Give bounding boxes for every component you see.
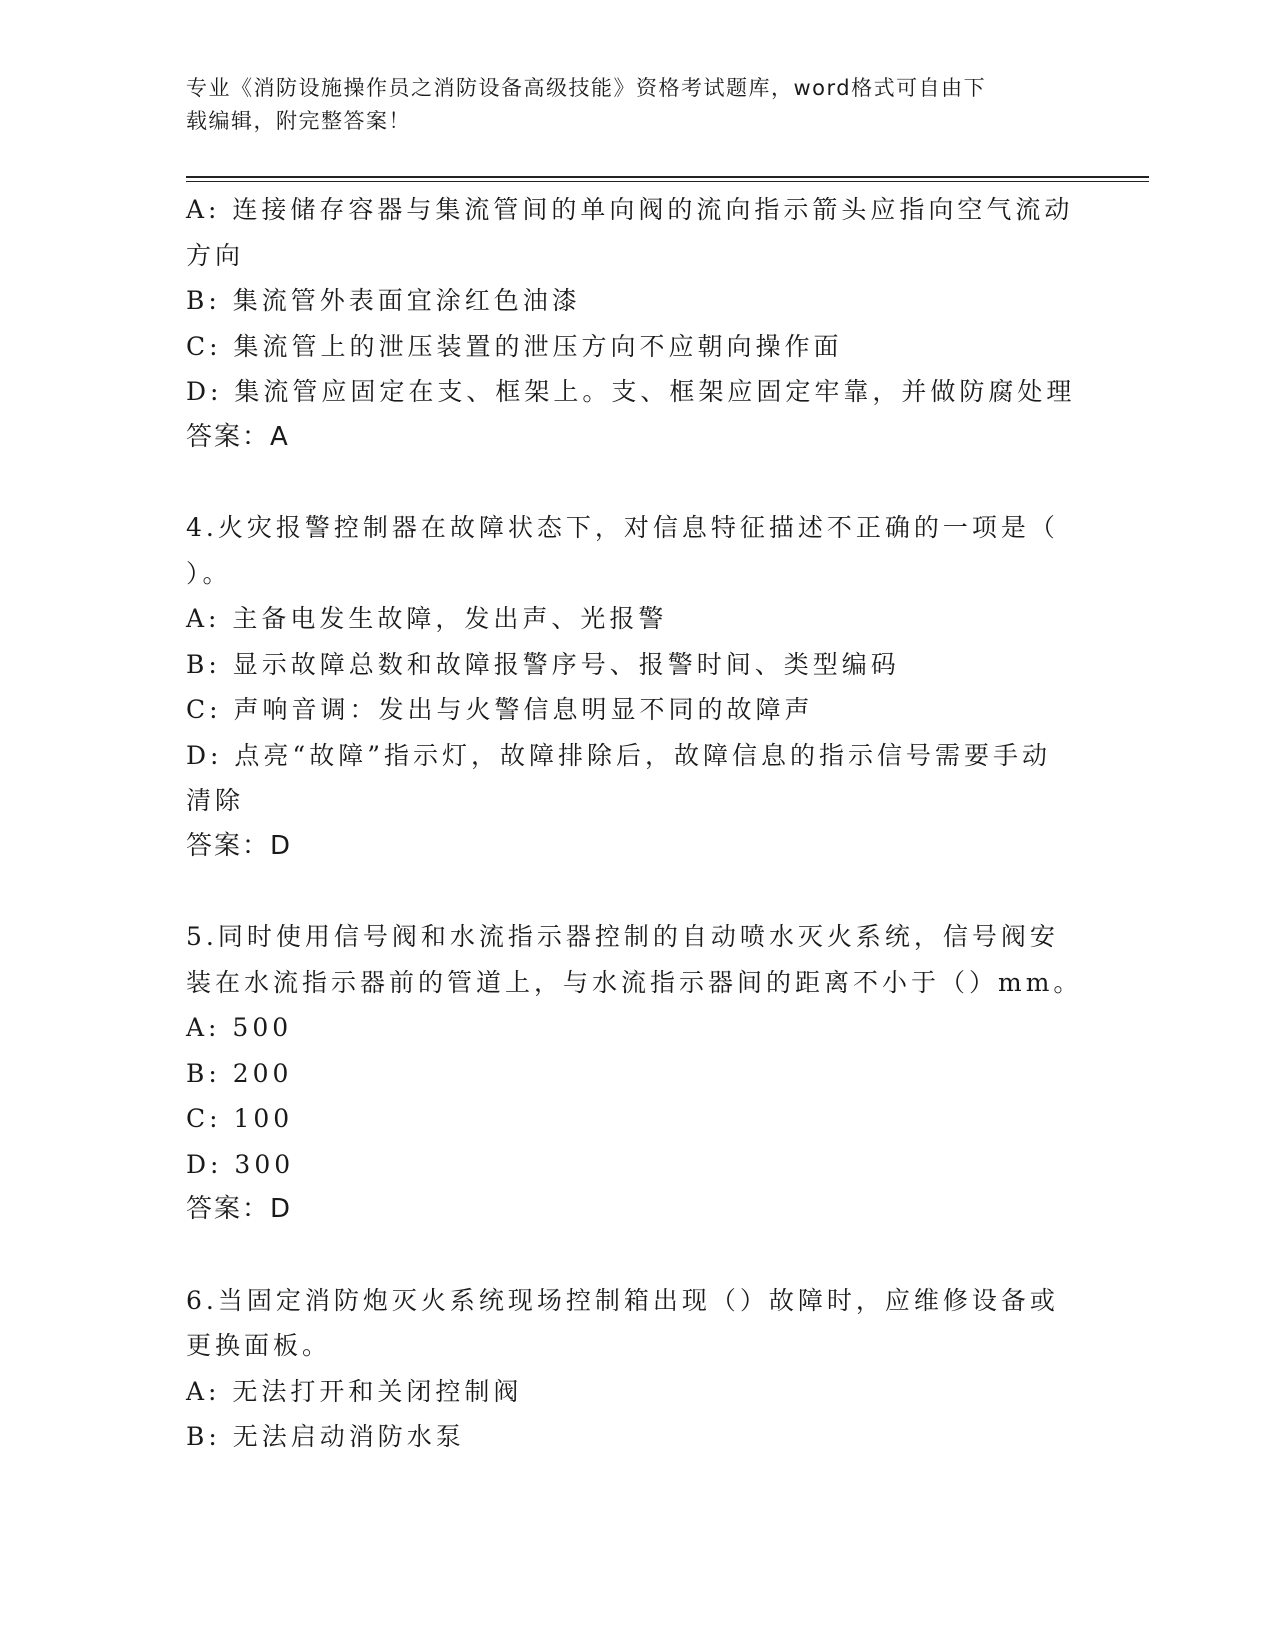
question-5 [186,914,1083,1233]
q5-option-b: B: 200 [186,1058,293,1088]
header-line-1: 专业《消防设施操作员之消防设备高级技能》资格考试题库，word格式可自由下 [186,76,987,100]
question-list [186,187,1083,1460]
q5-option-d: D: 300 [186,1149,295,1179]
q6-stem-line-1: 6.当固定消防炮灭火系统现场控制箱出现（）故障时，应维修设备或 [186,1285,1059,1315]
q4-option-d-line-2: 清除 [186,786,245,815]
header-line-2: 载编辑，附完整答案！ [186,109,411,133]
page-header [186,72,1066,138]
q6-option-a: A: 无法打开和关闭控制阀 [186,1376,523,1406]
q4-option-a: A: 主备电发生故障，发出声、光报警 [186,604,668,633]
q3-option-b: B: 集流管外表面宜涂红色油漆 [186,286,581,315]
question-6 [186,1278,1076,1460]
question-4 [186,505,1076,869]
q4-answer: 答案：D [186,830,293,861]
q5-option-a: A: 500 [186,1013,293,1042]
spacer [186,869,1076,914]
q3-option-c: C: 集流管上的泄压装置的泄压方向不应朝向操作面 [186,331,843,361]
q4-stem-line-2: ）。 [186,558,232,588]
q4-stem-line-1: 4.火灾报警控制器在故障状态下，对信息特征描述不正确的一项是（ [186,513,1059,542]
q3-answer: 答案：A [186,421,290,452]
question-3 [186,187,1076,460]
header-divider-thick [186,176,1149,178]
q3-option-a-line-2: 方向 [186,240,245,270]
q4-option-b: B: 显示故障总数和故障报警序号、报警时间、类型编码 [186,649,900,679]
q3-option-a-line-1: A: 连接储存容器与集流管间的单向阀的流向指示箭头应指向空气流动 [186,195,1074,224]
header-divider-thin [186,181,1149,182]
spacer [186,1233,1076,1278]
q5-stem-line-1: 5.同时使用信号阀和水流指示器控制的自动喷水灭火系统，信号阀安 [186,922,1059,951]
spacer [186,460,1076,505]
q6-option-b: B: 无法启动消防水泵 [186,1422,465,1451]
q4-option-c: C: 声响音调：发出与火警信息明显不同的故障声 [186,695,814,724]
q4-option-d-line-1: D: 点亮“故障”指示灯，故障排除后，故障信息的指示信号需要手动 [186,740,1051,770]
q5-stem-line-2: 装在水流指示器前的管道上，与水流指示器间的距离不小于（）mm。 [186,967,1083,997]
q3-option-d: D: 集流管应固定在支、框架上。支、框架应固定牢靠，并做防腐处理 [186,377,1076,406]
q6-stem-line-2: 更换面板。 [186,1331,332,1360]
q5-answer: 答案：D [186,1194,293,1224]
q5-option-c: C: 100 [186,1104,294,1133]
